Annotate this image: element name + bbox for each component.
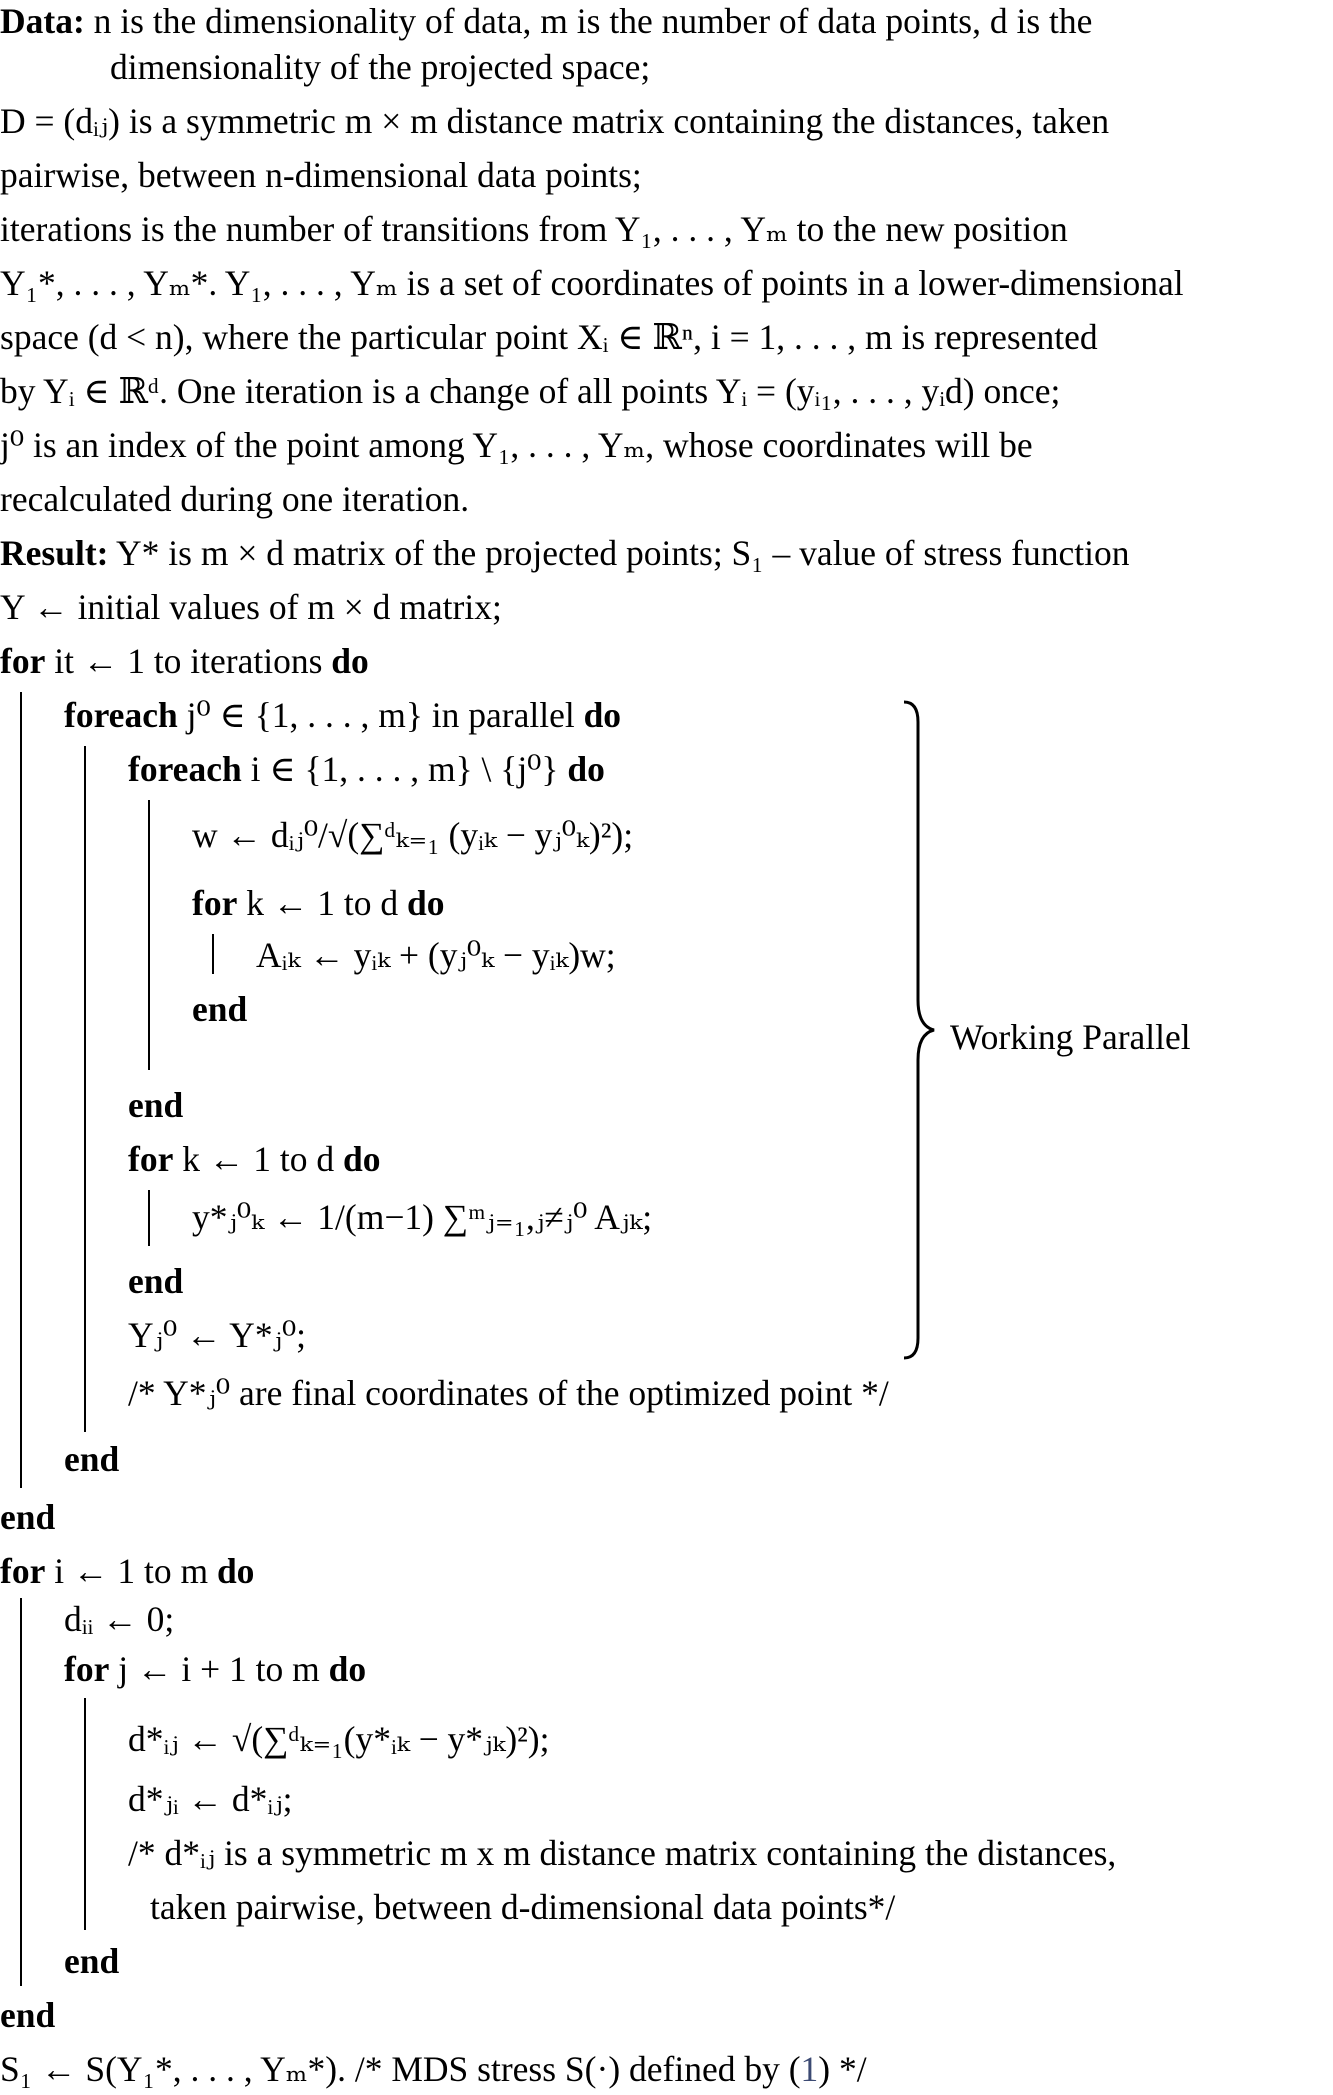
data-line-2: dimensionality of the projected space;: [110, 47, 651, 87]
right-brace-icon: [902, 700, 942, 1360]
end-foreach-i: end: [128, 1085, 184, 1125]
kw-do: do: [406, 883, 445, 923]
dii-statement: dᵢᵢ ← 0;: [64, 1599, 175, 1639]
data-line-4: pairwise, between n-dimensional data points;: [0, 155, 642, 195]
kw-for: for: [0, 1551, 46, 1591]
a-statement: Aᵢₖ ← yᵢₖ + (yⱼ⁰ₖ − yᵢₖ)w;: [256, 935, 616, 975]
working-parallel-label: Working Parallel: [950, 1017, 1191, 1057]
assign-statement: Yⱼ⁰ ← Y*ⱼ⁰;: [128, 1315, 307, 1355]
kw-for: for: [0, 641, 46, 681]
dji-statement: d*ⱼᵢ ← d*ᵢⱼ;: [128, 1779, 293, 1819]
data-line-6: Y₁*, . . . , Yₘ*. Y₁, . . . , Yₘ is a set of coordinates of points in a lower-dimensional: [0, 263, 1184, 303]
block-rule-foreach-i: [148, 800, 150, 1070]
result-line: [0, 533, 1130, 573]
block-rule-for-k-2: [148, 1190, 150, 1246]
data-line-10: recalculated during one iteration.: [0, 479, 470, 519]
init-statement: Y ← initial values of m × d matrix;: [0, 587, 502, 627]
block-rule-for-iterations: [20, 692, 22, 1488]
for-k-cond-1: k ← 1 to d: [246, 883, 399, 923]
block-rule-foreach-j0: [84, 746, 86, 1432]
kw-do: do: [328, 1649, 367, 1689]
y-star-statement: y*ⱼ⁰ₖ ← 1/(m−1) ∑ᵐⱼ₌₁,ⱼ≠ⱼ⁰ Aⱼₖ;: [192, 1197, 653, 1237]
result-label: Result:: [0, 533, 109, 573]
kw-do: do: [583, 695, 622, 735]
kw-foreach: foreach: [128, 749, 242, 789]
end-for-iterations: end: [0, 1497, 56, 1537]
end-for-i: end: [0, 1995, 56, 2035]
end-for-j: end: [64, 1941, 120, 1981]
foreach-j0-cond: j⁰ ∈ {1, . . . , m} in parallel: [186, 695, 575, 735]
comment-distance-2: taken pairwise, between d-dimensional data points*/: [150, 1887, 896, 1927]
kw-do: do: [331, 641, 369, 681]
data-label: Data:: [0, 1, 85, 41]
result-text: Y* is m × d matrix of the projected points; S₁ – value of stress function: [116, 533, 1130, 573]
equation-ref-link[interactable]: 1: [800, 2049, 819, 2089]
for-k-cond-2: k ← 1 to d: [182, 1139, 335, 1179]
data-text-1: n is the dimensionality of data, m is the number of data points, d is the: [93, 1, 1093, 41]
kw-do: do: [216, 1551, 255, 1591]
for-iterations-line: [0, 641, 369, 681]
for-k-line-1: [192, 883, 445, 923]
end-foreach-j0: end: [64, 1439, 120, 1479]
final-statement: [0, 2049, 867, 2089]
block-rule-for-k-1: [212, 934, 214, 974]
kw-do: do: [567, 749, 605, 789]
comment-distance-1: /* d*ᵢⱼ is a symmetric m x m distance matrix containing the distances,: [128, 1833, 1117, 1873]
kw-for: for: [192, 883, 238, 923]
data-line-1: [0, 1, 1093, 41]
end-for-k-2: end: [128, 1261, 184, 1301]
data-line-7: space (d < n), where the particular point Xᵢ ∈ ℝⁿ, i = 1, . . . , m is represented: [0, 317, 1098, 357]
foreach-i-cond: i ∈ {1, . . . , m} \ {j⁰}: [250, 749, 559, 789]
kw-for: for: [128, 1139, 174, 1179]
kw-for: for: [64, 1649, 110, 1689]
block-rule-for-i: [20, 1598, 22, 1986]
data-line-5: iterations is the number of transitions from Y₁, . . . , Yₘ to the new position: [0, 209, 1068, 249]
w-statement: w ← dᵢⱼ⁰/√(∑ᵈₖ₌₁ (yᵢₖ − yⱼ⁰ₖ)²);: [192, 815, 634, 855]
data-line-3: D = (dᵢⱼ) is a symmetric m × m distance matrix containing the distances, taken: [0, 101, 1110, 141]
kw-do: do: [342, 1139, 381, 1179]
for-iterations-cond: it ← 1 to iterations: [54, 641, 323, 681]
dij-statement: d*ᵢⱼ ← √(∑ᵈₖ₌₁(y*ᵢₖ − y*ⱼₖ)²);: [128, 1719, 550, 1759]
for-i-cond: i ← 1 to m: [54, 1551, 209, 1591]
for-i-line: [0, 1551, 255, 1591]
comment-optimized: /* Y*ⱼ⁰ are final coordinates of the optimized point */: [128, 1373, 889, 1413]
final-stmt-post: ) */: [818, 2049, 867, 2089]
for-k-line-2: [128, 1139, 381, 1179]
data-line-9: j⁰ is an index of the point among Y₁, . . . , Yₘ, whose coordinates will be: [0, 425, 1033, 465]
foreach-i-line: [128, 749, 605, 789]
foreach-j0-line: [64, 695, 622, 735]
data-line-8: by Yᵢ ∈ ℝᵈ. One iteration is a change of all points Yᵢ = (yᵢ₁, . . . , yᵢd) once;: [0, 371, 1061, 411]
kw-foreach: foreach: [64, 695, 178, 735]
block-rule-for-j: [84, 1698, 86, 1930]
for-j-cond: j ← i + 1 to m: [118, 1649, 320, 1689]
for-j-line: [64, 1649, 367, 1689]
end-for-k-1: end: [192, 989, 248, 1029]
final-stmt-pre: S₁ ← S(Y₁*, . . . , Yₘ*). /* MDS stress S(·) defined by (: [0, 2049, 801, 2089]
